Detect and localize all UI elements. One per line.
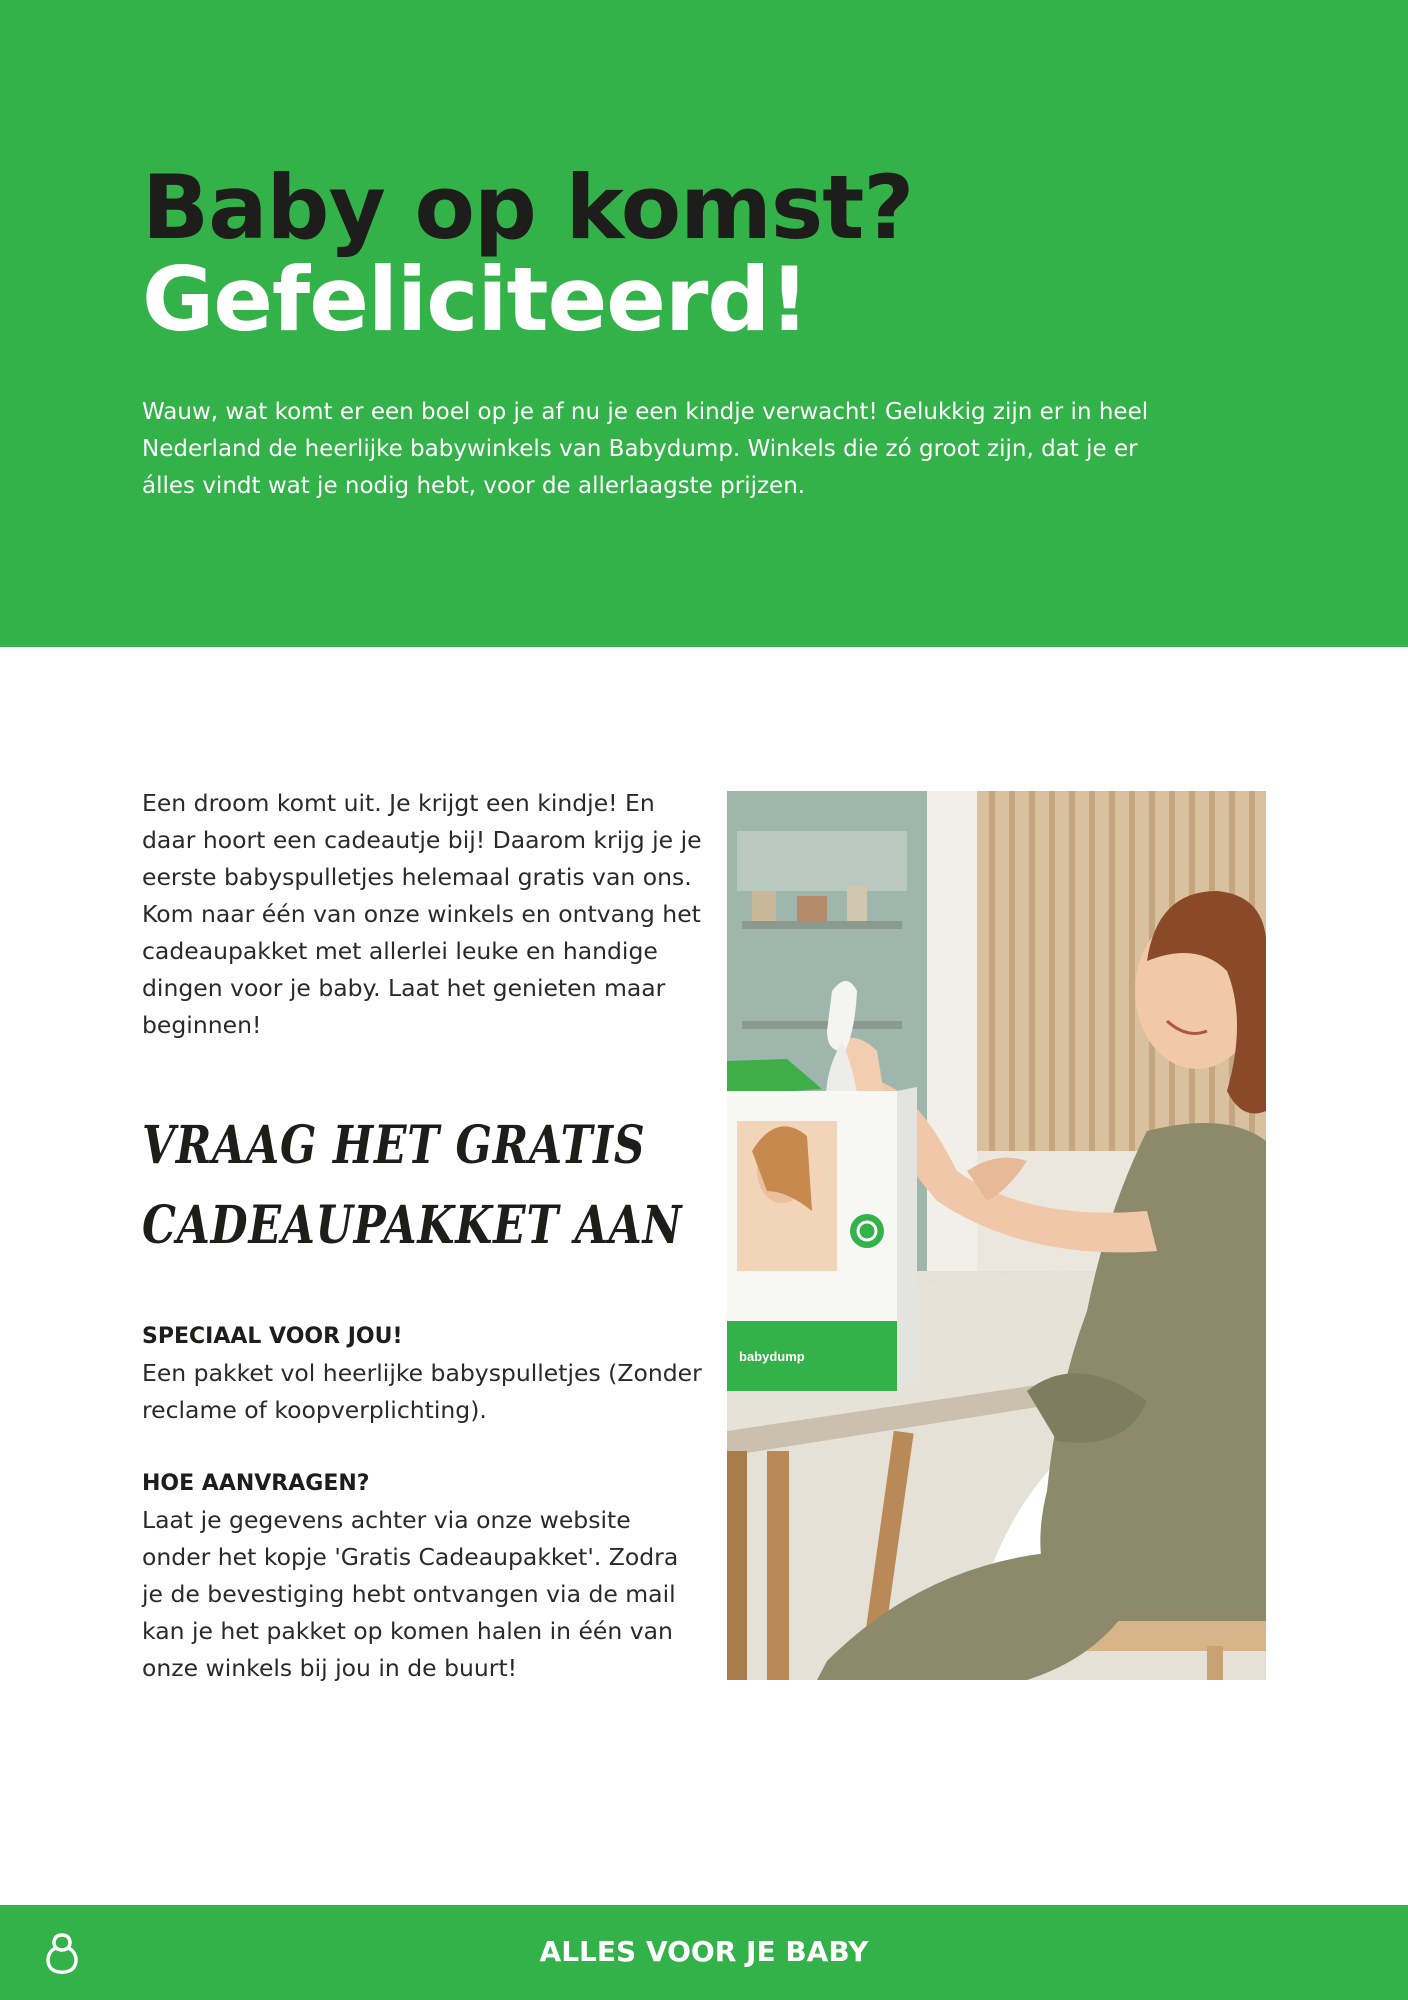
section-text-how: Laat je gegevens achter via onze website onder het kopje 'Gratis Cadeaupakket'. Zodra je de bevestiging hebt ontvangen via de mail kan je het pakket op komen halen in één van onze winkels bij jou in de buurt!	[142, 1506, 679, 1682]
content-intro: Een droom komt uit. Je krijgt een kindje! En daar hoort een cadeautje bij! Daarom krijg je je eerste babyspulletjes helemaal gratis van ons. Kom naar één van onze winkels en ontvang het cadeaupakket met allerlei leuke en handige dingen voor je baby. Laat het genieten maar beginnen!	[142, 789, 702, 1039]
cta-heading-line-2: CADEAUPAKKET AAN	[142, 1195, 683, 1256]
gift-box-label: babydump	[739, 1349, 805, 1364]
hero-banner	[0, 0, 1408, 647]
section-heading-special: SPECIAAL VOOR JOU!	[142, 1324, 403, 1349]
footer-bar	[0, 1905, 1408, 2000]
section-text-special: Een pakket vol heerlijke babyspulletjes (Zonder reclame of koopverplichting).	[142, 1359, 702, 1424]
footer-tagline: ALLES VOOR JE BABY	[539, 1935, 869, 1968]
page-title-line-1: Baby op komst?	[142, 156, 914, 259]
hero-intro-text: Wauw, wat komt er een boel op je af nu je een kindje verwacht! Gelukkig zijn er in heel Nederland de heerlijke babywinkels van Babydump. Winkels die zó groot zijn, dat je er álles vindt wat je nodig hebt, voor de allerlaagste prijzen.	[142, 399, 1149, 499]
content-column	[142, 785, 702, 1687]
page-title-line-2: Gefeliciteerd!	[142, 248, 809, 351]
photo-woman-with-gift-box	[727, 791, 1266, 1680]
section-heading-how: HOE AANVRAGEN?	[142, 1471, 370, 1496]
cta-heading-line-1: VRAAG HET GRATIS	[142, 1115, 646, 1176]
cta-heading	[142, 1106, 683, 1266]
page-title	[142, 156, 914, 351]
